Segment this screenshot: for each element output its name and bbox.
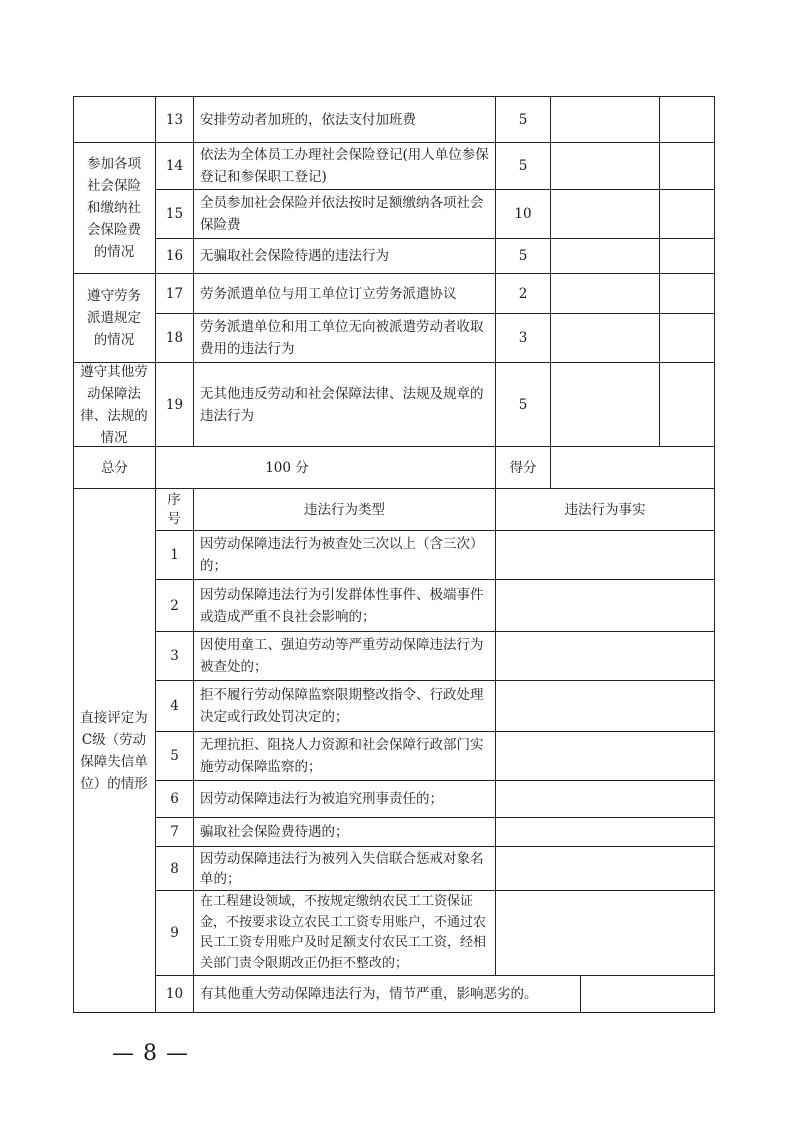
- category-dispatch: 遵守劳务派遣规定的情况: [87, 288, 141, 348]
- score-value: 2: [518, 285, 528, 302]
- item-number: 8: [170, 860, 179, 877]
- item-number: 10: [165, 986, 184, 1002]
- score-value: 5: [518, 248, 528, 264]
- violation-type-text: 因劳动保障违法行为被追究刑事责任的；: [200, 791, 443, 807]
- item-number: 6: [170, 791, 179, 807]
- header-violation-fact: 违法行为事实: [564, 501, 646, 518]
- item-text: 全员参加社会保险并依法按时足额缴纳各项社会保险费: [200, 195, 484, 233]
- item-number: 4: [170, 698, 179, 714]
- score-value: 10: [514, 206, 532, 222]
- item-text: 无其他违反劳动和社会保障法律、法规及规章的违法行为: [200, 385, 484, 424]
- category-other-laws: 遵守其他劳动保障法律、法规的情况: [80, 363, 148, 446]
- category-direct-c-level: 直接评定为C级（劳动保障失信单位）的情形: [80, 709, 148, 792]
- header-number: 序号: [167, 491, 181, 527]
- violation-type-text: 因劳动保障违法行为被查处三次以上（含三次）的；: [200, 536, 484, 574]
- total-value: 100 分: [265, 459, 309, 476]
- row-number: 16: [165, 248, 184, 264]
- rule: [714, 96, 715, 1013]
- item-text: 无骗取社会保险待遇的违法行为: [200, 248, 389, 264]
- item-text: 劳务派遣单位和用工单位无向被派遣劳动者收取费用的违法行为: [200, 319, 484, 357]
- total-label: 总分: [101, 459, 128, 476]
- row-number: 13: [165, 111, 184, 128]
- violation-type-text: 有其他重大劳动保障违法行为，情节严重，影响恶劣的。: [200, 986, 538, 1002]
- violation-type-text: 因劳动保障违法行为引发群体性事件、极端事件或造成严重不良社会影响的；: [200, 586, 484, 625]
- score-value: 3: [518, 330, 528, 346]
- rule: [73, 96, 74, 1013]
- row-number: 14: [165, 158, 184, 174]
- rule: [193, 96, 194, 446]
- row-number: 19: [165, 396, 184, 413]
- rule: [495, 488, 496, 975]
- row-number: 18: [165, 330, 184, 346]
- item-text: 安排劳动者加班的，依法支付加班费: [200, 111, 416, 128]
- item-number: 7: [170, 824, 179, 840]
- score-value: 5: [518, 111, 528, 128]
- item-number: 5: [170, 748, 179, 764]
- item-number: 9: [170, 925, 179, 941]
- item-number: 1: [170, 547, 179, 563]
- row-number: 17: [165, 285, 184, 302]
- rule: [659, 96, 660, 446]
- rule: [193, 488, 194, 1012]
- item-number: 3: [170, 648, 179, 664]
- violation-type-text: 无理抗拒、阻挠人力资源和社会保障行政部门实施劳动保障监察的；: [200, 737, 484, 775]
- violation-type-text: 因使用童工、强迫劳动等严重劳动保障违法行为被查处的；: [200, 637, 484, 675]
- rule: [550, 96, 551, 488]
- row-number: 15: [165, 206, 184, 222]
- violation-type-text: 在工程建设领域，不按规定缴纳农民工工资保证金，不按要求设立农民工工资专用账户，不通过农民工工资专用账户及时足额支付农民工工资，经相关部门责令限期改正仍拒不整改的；: [200, 894, 487, 971]
- violation-type-text: 因劳动保障违法行为被列入失信联合惩戒对象名单的；: [200, 850, 484, 887]
- rule: [73, 1012, 715, 1013]
- score-value: 5: [518, 158, 528, 174]
- item-number: 2: [170, 597, 179, 614]
- header-violation-type: 违法行为类型: [304, 501, 385, 518]
- violation-type-text: 拒不履行劳动保障监察限期整改指令、行政处理决定或行政处罚决定的；: [200, 687, 484, 725]
- category-insurance: 参加各项社会保险和缴纳社会保险费的情况: [87, 156, 141, 260]
- rule: [580, 975, 581, 1012]
- score-label: 得分: [509, 459, 537, 476]
- score-value: 5: [518, 396, 528, 413]
- item-text: 劳务派遣单位与用工单位订立劳务派遣协议: [200, 285, 457, 302]
- page-number: — 8 —: [112, 1041, 189, 1066]
- item-text: 依法为全体员工办理社会保险登记(用人单位参保登记和参保职工登记): [200, 147, 489, 185]
- violation-type-text: 骗取社会保险费待遇的；: [200, 824, 349, 840]
